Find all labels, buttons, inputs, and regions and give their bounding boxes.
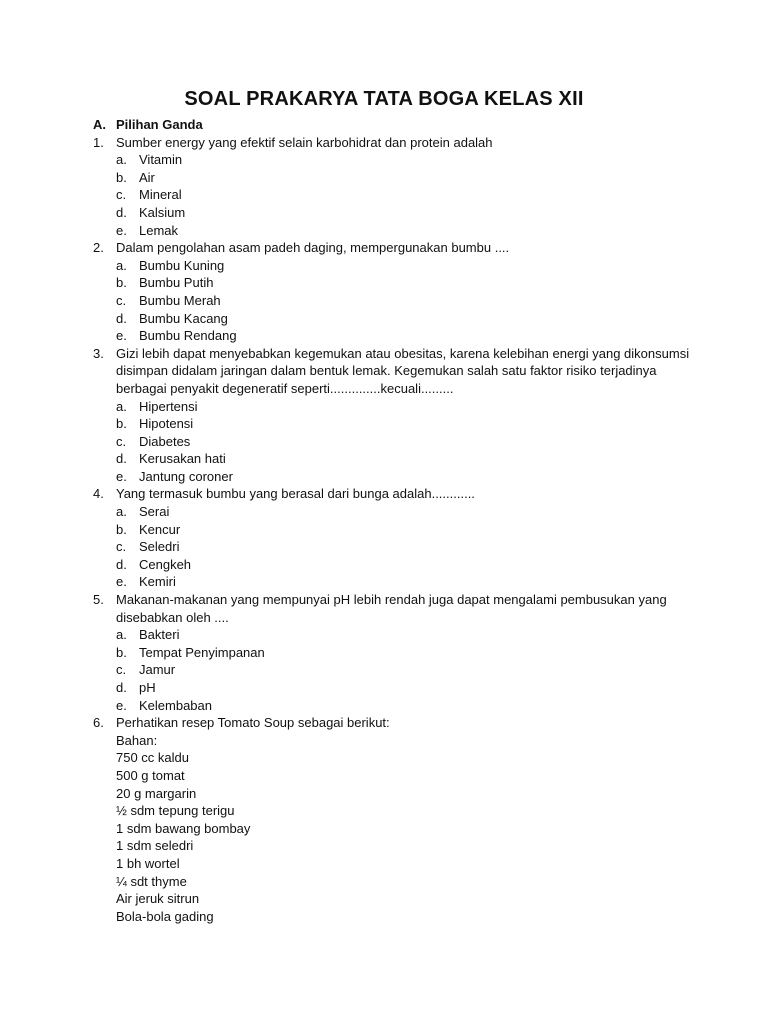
page-title: SOAL PRAKARYA TATA BOGA KELAS XII — [184, 88, 584, 110]
section-heading — [93, 116, 693, 134]
recipe-ingredient: 1 sdm seledri — [116, 838, 194, 854]
option-letter: d. — [116, 204, 127, 220]
option-letter: a. — [116, 257, 127, 273]
option-letter: b. — [116, 416, 127, 432]
question-text: Perhatikan resep Tomato Soup sebagai berikut: — [116, 715, 390, 731]
option-text: Lemak — [139, 222, 179, 238]
option-text: Seledri — [139, 539, 180, 555]
option-text: Kemiri — [139, 574, 176, 590]
question-item — [93, 134, 693, 240]
option-text: Mineral — [139, 187, 182, 203]
question-item — [93, 591, 693, 714]
option-letter: d. — [116, 310, 127, 326]
section-letter: A. — [93, 117, 106, 132]
question-number: 1. — [93, 134, 104, 150]
answer-option — [116, 257, 693, 275]
question-item — [93, 345, 693, 486]
question-number: 6. — [93, 715, 104, 731]
option-letter: c. — [116, 539, 127, 555]
question-item — [93, 714, 693, 925]
question-body — [116, 134, 693, 240]
answer-option — [116, 222, 693, 240]
question-item — [93, 485, 693, 591]
question-number: 4. — [93, 486, 104, 502]
question-body — [116, 485, 693, 591]
option-text: pH — [139, 680, 156, 695]
question-number: 3. — [93, 345, 104, 361]
option-text: Kencur — [139, 521, 181, 537]
section-title: Pilihan Ganda — [116, 117, 203, 132]
option-text: Diabetes — [139, 433, 191, 449]
answer-option — [116, 450, 693, 468]
option-text: Serai — [139, 504, 170, 520]
recipe-ingredient: Air jeruk sitrun — [116, 891, 200, 907]
question-list — [93, 116, 693, 925]
answer-option — [116, 186, 693, 204]
option-text: Kerusakan hati — [139, 451, 226, 467]
recipe-ingredient: 750 cc kaldu — [116, 750, 189, 766]
option-text: Bumbu Rendang — [139, 328, 237, 344]
option-letter: e. — [116, 468, 127, 484]
option-letter: c. — [116, 662, 127, 678]
recipe-ingredient: 20 g margarin — [116, 785, 197, 801]
option-letter: d. — [116, 451, 127, 467]
answer-option — [116, 433, 693, 451]
answer-option — [116, 169, 693, 187]
answer-option — [116, 521, 693, 539]
option-text: Kelembaban — [139, 697, 212, 713]
option-text: Tempat Penyimpanan — [139, 644, 265, 660]
question-body — [116, 239, 693, 345]
answer-option — [116, 626, 693, 644]
option-letter: d. — [116, 556, 127, 572]
recipe-ingredient: Bola-bola gading — [116, 908, 214, 924]
question-item — [93, 239, 693, 345]
question-number: 2. — [93, 240, 104, 256]
option-letter: c. — [116, 187, 127, 203]
option-text: Bakteri — [139, 627, 180, 643]
answer-option — [116, 398, 693, 416]
answer-option — [116, 573, 693, 591]
question-text: Yang termasuk bumbu yang berasal dari bunga adalah............ — [116, 486, 475, 502]
recipe-ingredient: 1 sdm bawang bombay — [116, 820, 251, 836]
option-letter: b. — [116, 169, 127, 185]
option-letter: b. — [116, 275, 127, 291]
question-body — [116, 591, 693, 714]
recipe-ingredient: ½ sdm tepung terigu — [116, 803, 235, 819]
recipe-ingredient: 500 g tomat — [116, 767, 185, 783]
answer-option — [116, 644, 693, 662]
option-text: Bumbu Merah — [139, 292, 221, 308]
question-number: 5. — [93, 592, 104, 608]
option-letter: c. — [116, 292, 127, 308]
option-letter: e. — [116, 222, 127, 238]
option-letter: d. — [116, 680, 127, 695]
option-text: Bumbu Putih — [139, 275, 214, 291]
option-text: Bumbu Kuning — [139, 257, 225, 273]
answer-option — [116, 468, 693, 486]
answer-option — [116, 327, 693, 345]
answer-option — [116, 503, 693, 521]
option-letter: e. — [116, 328, 127, 344]
answer-option — [116, 274, 693, 292]
option-letter: a. — [116, 152, 127, 168]
option-letter: a. — [116, 627, 127, 643]
option-letter: a. — [116, 398, 127, 414]
option-text: Jantung coroner — [139, 468, 233, 484]
option-text: Vitamin — [139, 152, 183, 168]
option-letter: e. — [116, 574, 127, 590]
question-body — [116, 714, 693, 925]
question-text: Sumber energy yang efektif selain karbohidrat dan protein adalah — [116, 134, 493, 150]
answer-option — [116, 556, 693, 574]
option-letter: c. — [116, 433, 127, 449]
option-letter: b. — [116, 644, 127, 660]
recipe-label: Bahan: — [116, 732, 158, 748]
option-letter: b. — [116, 521, 127, 537]
option-text: Kalsium — [139, 204, 186, 220]
option-letter: e. — [116, 697, 127, 713]
option-text: Jamur — [139, 662, 176, 678]
option-text: Cengkeh — [139, 556, 192, 572]
recipe-ingredient: 1 bh wortel — [116, 855, 180, 871]
answer-option — [116, 204, 693, 222]
option-text: Hipotensi — [139, 416, 194, 432]
option-text: Hipertensi — [139, 398, 198, 414]
answer-option — [116, 679, 693, 697]
answer-option — [116, 661, 693, 679]
question-text: Gizi lebih dapat menyebabkan kegemukan atau obesitas, karena kelebihan energi yang dikonsumsi disimpan didalam jaringan dalam bentuk lemak. Kegemukan salah satu faktor risiko terjadinya berbagai penyakit degeneratif seperti..............kecuali......... — [116, 345, 690, 396]
answer-option — [116, 310, 693, 328]
answer-option — [116, 292, 693, 310]
question-text: Dalam pengolahan asam padeh daging, mempergunakan bumbu .... — [116, 240, 510, 256]
answer-option — [116, 151, 693, 169]
option-text: Bumbu Kacang — [139, 310, 228, 326]
question-text: Makanan-makanan yang mempunyai pH lebih rendah juga dapat mengalami pembusukan yang disebabkan oleh .... — [116, 592, 667, 625]
question-body — [116, 345, 693, 486]
recipe-ingredient: ¼ sdt thyme — [116, 873, 187, 889]
option-text: Air — [139, 169, 155, 185]
answer-option — [116, 415, 693, 433]
option-letter: a. — [116, 504, 127, 520]
answer-option — [116, 538, 693, 556]
answer-option — [116, 697, 693, 715]
